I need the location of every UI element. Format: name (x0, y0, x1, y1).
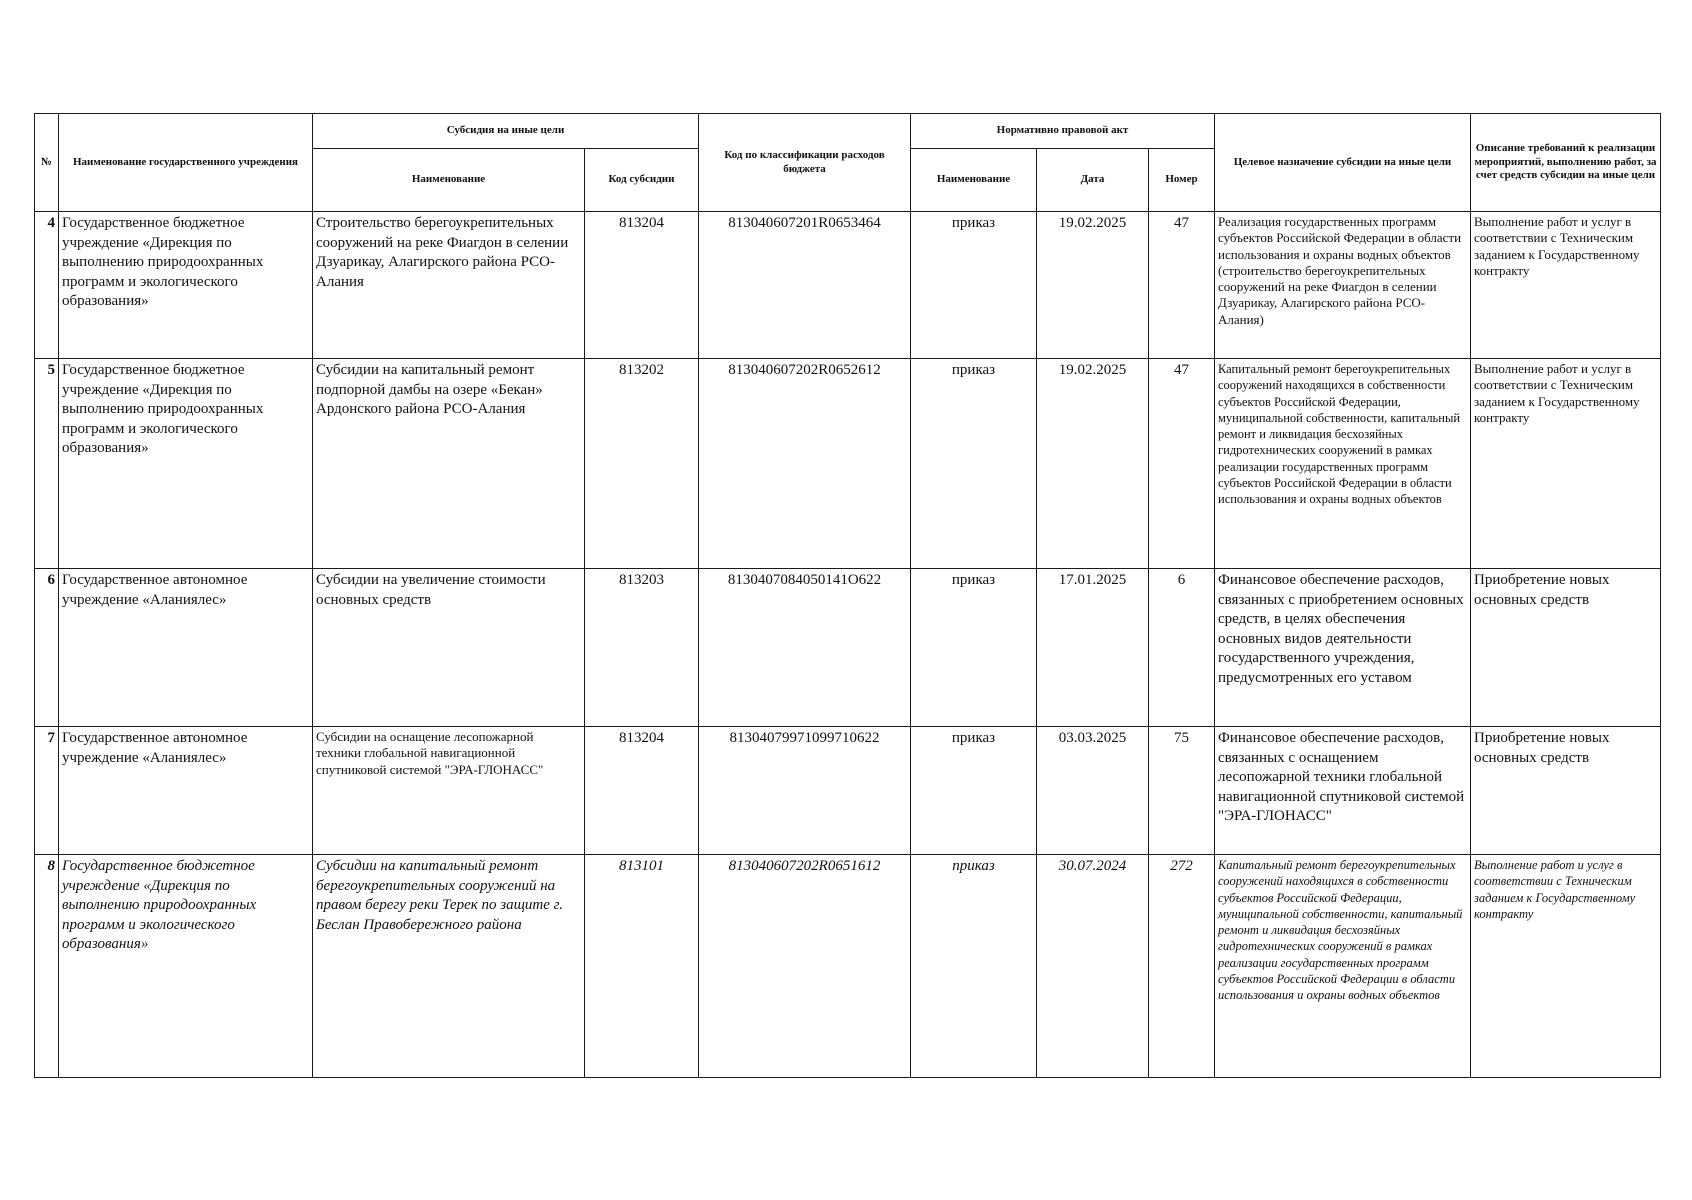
row-purpose: Капитальный ремонт берегоукрепительных сооружений находящихся в собственности субъектов Российской Федерации, муниципальной собственности, капитальный ремонт и ликвидация бесхозяйных гидротехнических сооружений в рамках реализации государственных программ субъектов Российской Федерации в области использования и охраны водных объектов (1215, 359, 1471, 569)
row-budget-code: 813040607201R0653464 (699, 212, 911, 359)
row-budget-code: 8130407084050141О622 (699, 569, 911, 727)
row-subsidy-code: 813204 (585, 212, 699, 359)
row-requirements: Выполнение работ и услуг в соответствии с Техническим заданием к Государственному контракту (1471, 359, 1661, 569)
header-subsidy-group: Субсидия на иные цели (313, 114, 699, 149)
subsidies-table (34, 113, 1661, 1078)
row-institution: Государственное бюджетное учреждение «Дирекция по выполнению природоохранных программ и экологического образования» (59, 359, 313, 569)
row-act-number: 272 (1149, 855, 1215, 1078)
header-act-group: Нормативно правовой акт (911, 114, 1215, 149)
row-num: 8 (35, 855, 59, 1078)
row-purpose: Капитальный ремонт берегоукрепительных сооружений находящихся в собственности субъектов Российской Федерации, муниципальной собственности, капитальный ремонт и ликвидация бесхозяйных гидротехнических сооружений в рамках реализации государственных программ субъектов Российской Федерации в области использования и охраны водных объектов (1215, 855, 1471, 1078)
table-row (35, 727, 1661, 855)
row-requirements: Приобретение новых основных средств (1471, 569, 1661, 727)
row-subsidy-code: 813203 (585, 569, 699, 727)
row-budget-code: 81304079971099710622 (699, 727, 911, 855)
row-act-date: 17.01.2025 (1037, 569, 1149, 727)
row-institution: Государственное бюджетное учреждение «Дирекция по выполнению природоохранных программ и экологического образования» (59, 855, 313, 1078)
row-act-date: 19.02.2025 (1037, 359, 1149, 569)
row-subsidy-name: Строительство берегоукрепительных сооружений на реке Фиагдон в селении Дзуарикау, Алагирского района РСО-Алания (313, 212, 585, 359)
row-act-number: 47 (1149, 212, 1215, 359)
row-purpose: Реализация государственных программ субъектов Российской Федерации в области использования и охраны водных объектов (строительство берегоукрепительных сооружений на реке Фиагдон в селении Дзуарикау, Алагирского района РСО-Алания) (1215, 212, 1471, 359)
row-act-name: приказ (911, 855, 1037, 1078)
row-subsidy-name: Субсидии на увеличение стоимости основных средств (313, 569, 585, 727)
row-act-date: 30.07.2024 (1037, 855, 1149, 1078)
row-subsidy-name: Субсидии на капитальный ремонт подпорной дамбы на озере «Бекан» Ардонского района РСО-Алания (313, 359, 585, 569)
row-purpose: Финансовое обеспечение расходов, связанных с оснащением лесопожарной техники глобальной навигационной спутниковой системой "ЭРА-ГЛОНАСС" (1215, 727, 1471, 855)
row-budget-code: 813040607202R0652612 (699, 359, 911, 569)
header-budget-code: Код по классификации расходов бюджета (699, 114, 911, 212)
row-institution: Государственное автономное учреждение «Аланиялес» (59, 569, 313, 727)
row-num: 4 (35, 212, 59, 359)
row-budget-code: 813040607202R0651612 (699, 855, 911, 1078)
row-institution: Государственное бюджетное учреждение «Дирекция по выполнению природоохранных программ и экологического образования» (59, 212, 313, 359)
header-act-date: Дата (1037, 149, 1149, 212)
header-purpose: Целевое назначение субсидии на иные цели (1215, 114, 1471, 212)
table-row (35, 359, 1661, 569)
row-subsidy-name: Субсидии на оснащение лесопожарной техники глобальной навигационной спутниковой системой "ЭРА-ГЛОНАСС" (313, 727, 585, 855)
row-subsidy-code: 813204 (585, 727, 699, 855)
header-institution: Наименование государственного учреждения (59, 114, 313, 212)
header-subsidy-name: Наименование (313, 149, 585, 212)
row-act-name: приказ (911, 727, 1037, 855)
row-act-number: 47 (1149, 359, 1215, 569)
row-act-date: 19.02.2025 (1037, 212, 1149, 359)
header-row-1 (35, 114, 1661, 149)
row-num: 6 (35, 569, 59, 727)
table-row (35, 855, 1661, 1078)
row-subsidy-code: 813202 (585, 359, 699, 569)
row-num: 7 (35, 727, 59, 855)
row-subsidy-code: 813101 (585, 855, 699, 1078)
row-act-name: приказ (911, 569, 1037, 727)
row-requirements: Приобретение новых основных средств (1471, 727, 1661, 855)
header-num: № (35, 114, 59, 212)
row-act-number: 6 (1149, 569, 1215, 727)
row-act-name: приказ (911, 212, 1037, 359)
row-act-name: приказ (911, 359, 1037, 569)
row-act-date: 03.03.2025 (1037, 727, 1149, 855)
row-num: 5 (35, 359, 59, 569)
header-subsidy-code: Код субсидии (585, 149, 699, 212)
row-subsidy-name: Субсидии на капитальный ремонт берегоукрепительных сооружений на правом берегу реки Терек по защите г. Беслан Правобережного района (313, 855, 585, 1078)
row-institution: Государственное автономное учреждение «Аланиялес» (59, 727, 313, 855)
header-act-name: Наименование (911, 149, 1037, 212)
table-row (35, 212, 1661, 359)
row-requirements: Выполнение работ и услуг в соответствии с Техническим заданием к Государственному контракту (1471, 855, 1661, 1078)
table-row (35, 569, 1661, 727)
header-requirements: Описание требований к реализации мероприятий, выполнению работ, за счет средств субсидии на иные цели (1471, 114, 1661, 212)
row-act-number: 75 (1149, 727, 1215, 855)
row-purpose: Финансовое обеспечение расходов, связанных с приобретением основных средств, в целях обеспечения основных видов деятельности государственного учреждения, предусмотренных его уставом (1215, 569, 1471, 727)
row-requirements: Выполнение работ и услуг в соответствии с Техническим заданием к Государственному контракту (1471, 212, 1661, 359)
header-act-number: Номер (1149, 149, 1215, 212)
